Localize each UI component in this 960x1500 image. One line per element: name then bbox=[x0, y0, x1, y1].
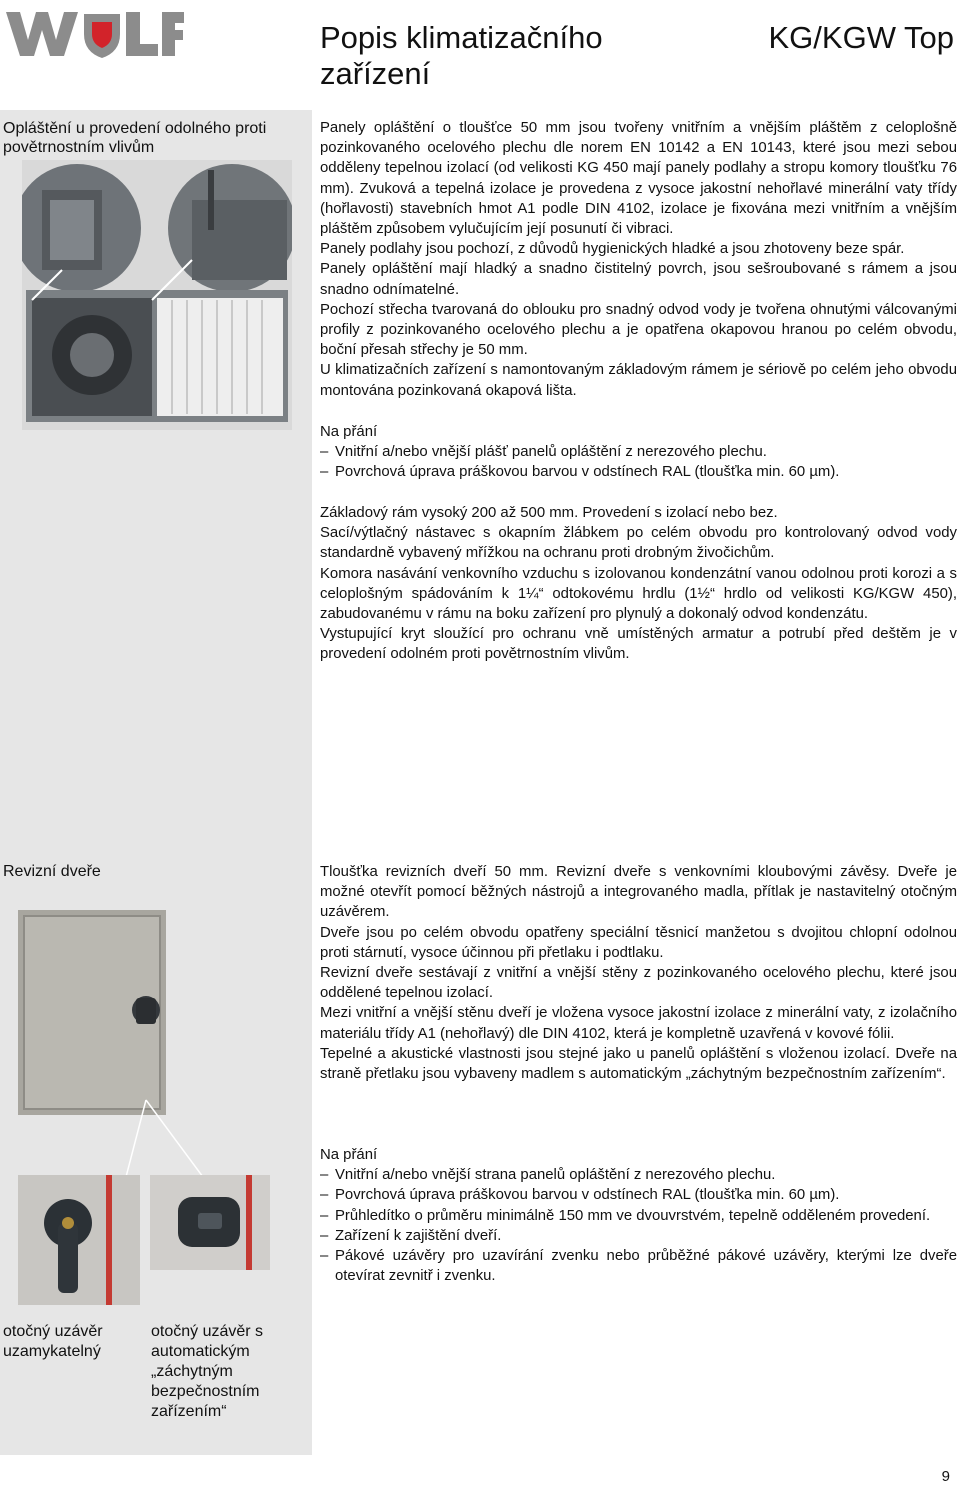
options-label: Na přání bbox=[320, 424, 378, 440]
paragraph: Sací/výtlačný nástavec s okapním žlábkem po celém obvodu pro kontrolovaný odvod vody standardně vybavený mřížkou na ochranu proti drobným živočichům. bbox=[320, 525, 957, 562]
paragraph: Revizní dveře sestávají z vnitřní a vnější stěny z pozinkovaného ocelového plechu, které jsou oddělené tepelnou izolací. bbox=[320, 965, 957, 1002]
lockable-latch-illustration bbox=[18, 1175, 140, 1305]
paragraph: Pochozí střecha tvarovaná do oblouku pro snadný odvod vody je tvořena ohnutými válcovanými profily z pozinkovaného ocelového plechu a je opatřena okapovou hranou po celém obvodu, boční přesah střechy je 50 mm. bbox=[320, 301, 957, 359]
option-item: – Vnitřní a/nebo vnější strana panelů opláštění z nerezového plechu. bbox=[320, 1167, 776, 1184]
paragraph: Komora nasávání venkovního vzduchu s izolovanou kondenzátní vanou odolnou proti korozi a s celoplošným spádováním k 1¼“ odtokovému hrdlu (1½“ hrdlo od velikosti KG/KGW 450), zabudovanému v rámu na boku zařízení pro plynulý a dokonalý odvod kondenzátu. bbox=[320, 565, 957, 623]
section-heading-doors: Revizní dveře bbox=[3, 863, 101, 880]
casing-options bbox=[320, 422, 957, 483]
page-number: 9 bbox=[941, 1468, 950, 1485]
paragraph: Panely opláštění mají hladký a snadno čistitelný povrch, jsou sešroubované s rámem a jsou snadno odnímatelné. bbox=[320, 261, 957, 298]
option-item: – Povrchová úprava práškovou barvou v odstínech RAL (tloušťka min. 60 µm). bbox=[320, 464, 840, 481]
option-item: – Vnitřní a/nebo vnější plášť panelů opláštění z nerezového plechu. bbox=[320, 444, 767, 461]
wolf-logo bbox=[4, 6, 184, 60]
paragraph: Dveře jsou po celém obvodu opatřeny speciální těsnicí manžetou s dvojitou chlopní odolnou proti stárnutí, vysoce účinnou při přetlaku i podtlaku. bbox=[320, 924, 957, 961]
doors-options bbox=[320, 1145, 957, 1286]
paragraph: Panely podlahy jsou pochozí, z důvodů hygienických hladké a jsou zhotoveny beze spár. bbox=[320, 241, 905, 258]
option-item: – Povrchová úprava práškovou barvou v odstínech RAL (tloušťka min. 60 µm). bbox=[320, 1187, 840, 1204]
section-heading-casing: Opláštění u provedení odolného proti povětrnostním vlivům bbox=[3, 120, 267, 156]
casing-photo bbox=[22, 160, 292, 430]
model-name: KG/KGW Top bbox=[768, 20, 954, 55]
option-item: – Zařízení k zajištění dveří. bbox=[320, 1227, 502, 1244]
caption-automatic-latch: otočný uzávěr s automatickým „záchytným bezpečnostním zařízením“ bbox=[151, 1323, 264, 1420]
paragraph: Vystupující kryt sloužící pro ochranu vně umístěných armatur a potrubí před deštěm je v provedení odolném proti povětrnostním vlivům. bbox=[320, 626, 957, 663]
casing-accessories bbox=[320, 503, 957, 665]
caption-lockable-latch: otočný uzávěr uzamykatelný bbox=[3, 1323, 103, 1360]
door-photo bbox=[18, 910, 166, 1115]
door-illustration bbox=[18, 910, 166, 1115]
page-title: Popis klimatizačního zařízení bbox=[320, 20, 603, 91]
casing-illustration bbox=[22, 160, 292, 430]
paragraph: Tepelné a akustické vlastnosti jsou stejné jako u panelů opláštění s vloženou izolací. Dveře na straně přetlaku jsou vybaveny madlem s automatickým „záchytným bezpečnostním zařízením“. bbox=[320, 1045, 957, 1083]
doors-description bbox=[320, 862, 957, 1084]
paragraph: Panely opláštění o tloušťce 50 mm jsou tvořeny vnitřním a vnějším pláštěm z celoplošně pozinkovaného ocelového plechu dle norem EN 10142 a EN 10143, které jsou mezi sebou odděleny tepelnou izolací (od velikosti KG 450 mají panely podlahy a stropu komory tloušťku 76 mm). Zvuková a tepelná izolace je provedena z vysoce jakostní nehořlavé minerální vaty třídy (hořlavosti) stavebních hmot A1 podle DIN 4102, izolace je fixována mezi vnitřním a vnějším pláštěm způsobem vylučujícím její posunutí či vibraci. bbox=[320, 120, 957, 238]
wolf-logo-graphic bbox=[4, 6, 184, 60]
option-item: – Pákové uzávěry pro uzavírání zvenku nebo průběžné pákové uzávěry, kterými lze dveře otevírat zevnitř i zvenku. bbox=[320, 1248, 957, 1285]
casing-description bbox=[320, 118, 957, 401]
lockable-latch-photo bbox=[18, 1175, 140, 1305]
paragraph: U klimatizačních zařízení s namontovaným základovým rámem je sériově po celém jeho obvodu montována pozinkovaná okapová lišta. bbox=[320, 362, 957, 399]
automatic-latch-illustration bbox=[150, 1175, 270, 1270]
option-item: – Průhledítko o průměru minimálně 150 mm ve dvouvrstvém, tepelně odděleném provedení. bbox=[320, 1207, 931, 1224]
options-label: Na přání bbox=[320, 1147, 378, 1163]
paragraph: Základový rám vysoký 200 až 500 mm. Provedení s izolací nebo bez. bbox=[320, 505, 778, 521]
paragraph: Tloušťka revizních dveří 50 mm. Revizní dveře s venkovními kloubovými závěsy. Dveře je možné otevřít pomocí běžných nástrojů a integrovaného madla, přítlak je nastavitelný otočným uzávěrem. bbox=[320, 864, 957, 921]
paragraph: Mezi vnitřní a vnější stěnu dveří je vložena vysoce jakostní izolace z minerální vaty, z izolačního materiálu třídy A1 (nehořlavý) dle DIN 4102, která je kompletně uzavřená v kovové fólii. bbox=[320, 1005, 957, 1042]
automatic-latch-photo bbox=[150, 1175, 270, 1270]
